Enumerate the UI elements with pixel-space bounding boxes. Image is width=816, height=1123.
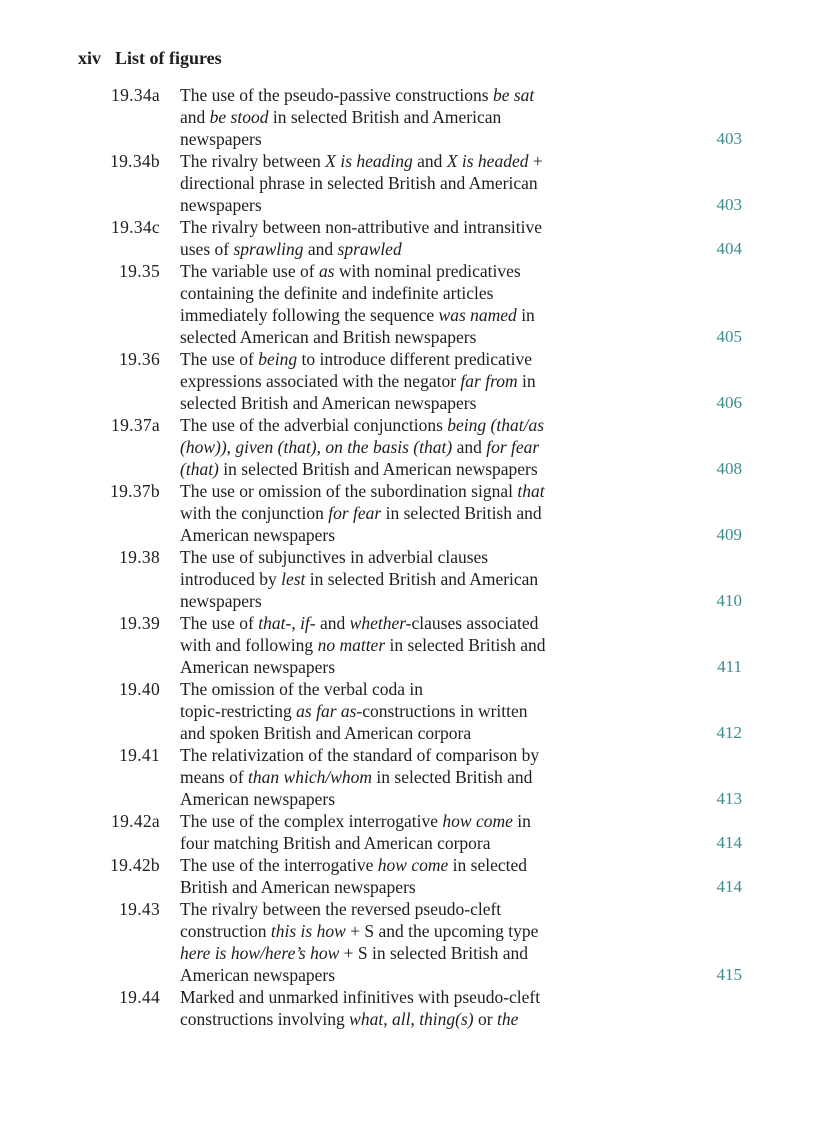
caption-text: in selected British and <box>372 767 533 787</box>
figure-caption <box>180 612 650 678</box>
caption-text: The use of <box>180 613 259 633</box>
caption-text: in selected British and American newspapers <box>218 459 538 479</box>
figure-number: 19.37b <box>110 481 160 501</box>
caption-line <box>180 656 650 678</box>
caption-line <box>180 568 650 590</box>
figure-caption <box>180 348 650 414</box>
caption-text: in <box>516 305 535 325</box>
caption-text: The rivalry between the reversed pseudo-cleft <box>180 899 502 919</box>
caption-text: in selected <box>448 855 527 875</box>
caption-italic-term: thing(s) <box>419 1009 474 1029</box>
caption-text: The use of the adverbial conjunctions <box>180 415 448 435</box>
figure-page-reference[interactable]: 410 <box>716 591 742 610</box>
caption-text: and <box>303 239 338 259</box>
figure-number: 19.38 <box>119 547 160 567</box>
caption-text: , <box>410 1009 420 1029</box>
figure-number: 19.36 <box>119 349 160 369</box>
caption-italic-term: that- <box>258 613 292 633</box>
figure-list <box>0 84 816 1030</box>
caption-line <box>180 964 650 986</box>
caption-line <box>180 942 650 964</box>
caption-text: The rivalry between non-attributive and intransitive <box>180 217 543 237</box>
figure-entry[interactable] <box>0 678 816 744</box>
caption-line <box>180 128 650 150</box>
caption-text: in selected British and <box>381 503 542 523</box>
caption-text: introduced by <box>180 569 282 589</box>
caption-italic-term: whether- <box>349 613 412 633</box>
figure-entry[interactable] <box>0 546 816 612</box>
figure-page-reference[interactable]: 415 <box>716 965 742 984</box>
caption-line <box>180 986 650 1008</box>
figure-page-reference[interactable]: 406 <box>716 393 742 412</box>
caption-line <box>180 590 650 612</box>
caption-text: in selected British and <box>385 635 546 655</box>
caption-text: The relativization of the standard of comparison by <box>180 745 540 765</box>
caption-text: , <box>226 437 236 457</box>
caption-line <box>180 876 650 898</box>
figure-page-reference[interactable]: 403 <box>716 195 742 214</box>
caption-line <box>180 436 650 458</box>
caption-italic-term: how come <box>442 811 513 831</box>
caption-italic-term: how come <box>377 855 449 875</box>
caption-italic-term: for fear <box>328 503 382 523</box>
figure-page-reference[interactable]: 405 <box>716 327 742 346</box>
caption-line <box>180 106 650 128</box>
caption-text: + <box>528 151 543 171</box>
figure-entry[interactable] <box>0 810 816 854</box>
caption-text: topic-restricting <box>180 701 297 721</box>
figure-caption <box>180 216 650 260</box>
caption-line <box>180 260 650 282</box>
caption-text: selected British and American newspapers <box>180 393 477 413</box>
caption-text: + S and the upcoming type <box>345 921 539 941</box>
figure-page-reference[interactable]: 409 <box>716 525 742 544</box>
caption-text: in selected British and American <box>268 107 502 127</box>
caption-text: The use of <box>180 349 259 369</box>
caption-text: means of <box>180 767 249 787</box>
caption-italic-term: if- <box>300 613 316 633</box>
caption-text: or <box>473 1009 497 1029</box>
caption-text: expressions associated with the negator <box>180 371 461 391</box>
caption-italic-term: being <box>258 349 298 369</box>
figure-number: 19.35 <box>119 261 160 281</box>
caption-text: , <box>383 1009 392 1029</box>
caption-text: in selected British and American <box>305 569 539 589</box>
caption-line <box>180 458 650 480</box>
caption-text: + S in selected British and <box>339 943 529 963</box>
figure-number: 19.39 <box>119 613 160 633</box>
figure-caption <box>180 150 650 216</box>
figure-page-reference[interactable]: 411 <box>717 657 742 676</box>
caption-text: uses of <box>180 239 234 259</box>
running-header <box>78 47 222 69</box>
caption-line <box>180 766 650 788</box>
figure-entry[interactable] <box>0 348 816 414</box>
caption-text: and spoken British and American corpora <box>180 723 472 743</box>
caption-italic-term: X is heading <box>325 151 413 171</box>
caption-italic-term: far from <box>460 371 518 391</box>
caption-italic-term: given (that) <box>235 437 317 457</box>
caption-line <box>180 414 650 436</box>
caption-text: American newspapers <box>180 789 336 809</box>
caption-line <box>180 370 650 392</box>
caption-italic-term: than which/whom <box>248 767 373 787</box>
caption-italic-term: for fear <box>486 437 540 457</box>
figure-entry[interactable] <box>0 898 816 986</box>
caption-text: American newspapers <box>180 965 336 985</box>
caption-line <box>180 920 650 942</box>
figure-page-reference[interactable]: 412 <box>716 723 742 742</box>
figure-number: 19.41 <box>119 745 160 765</box>
caption-line <box>180 326 650 348</box>
caption-text: containing the definite and indefinite articles <box>180 283 494 303</box>
caption-text: and <box>315 613 350 633</box>
caption-text: constructions involving <box>180 1009 350 1029</box>
figure-number: 19.34b <box>110 151 160 171</box>
caption-italic-term: all <box>391 1009 411 1029</box>
caption-text: four matching British and American corpora <box>180 833 491 853</box>
figure-entry[interactable] <box>0 612 816 678</box>
caption-line <box>180 194 650 216</box>
caption-italic-term: that <box>517 481 545 501</box>
caption-line <box>180 700 650 722</box>
figure-page-reference[interactable]: 404 <box>716 239 742 258</box>
caption-text: , <box>291 613 301 633</box>
caption-line <box>180 810 650 832</box>
figure-number: 19.42a <box>111 811 160 831</box>
figure-page-reference[interactable]: 414 <box>716 877 742 896</box>
figure-caption <box>180 986 650 1030</box>
caption-italic-term: was named <box>438 305 517 325</box>
figure-caption <box>180 898 650 986</box>
caption-italic-term: as far as <box>296 701 357 721</box>
figure-caption <box>180 810 650 854</box>
figure-caption <box>180 744 650 810</box>
figure-entry[interactable] <box>0 986 816 1030</box>
figure-number: 19.42b <box>110 855 160 875</box>
caption-italic-term: on the basis (that) <box>325 437 453 457</box>
caption-text: newspapers <box>180 129 262 149</box>
figure-page-reference[interactable]: 414 <box>716 833 742 852</box>
figure-caption <box>180 854 650 898</box>
caption-text: selected American and British newspapers <box>180 327 477 347</box>
caption-italic-term: being (that/as <box>447 415 545 435</box>
caption-text: newspapers <box>180 195 262 215</box>
figure-caption <box>180 84 650 150</box>
caption-text: American newspapers <box>180 525 336 545</box>
caption-text: in <box>512 811 531 831</box>
caption-text: The omission of the verbal coda in <box>180 679 423 699</box>
caption-italic-term: X is headed <box>446 151 529 171</box>
caption-text: in <box>517 371 536 391</box>
caption-line <box>180 238 650 260</box>
caption-italic-term: sprawling <box>233 239 304 259</box>
figure-caption <box>180 480 650 546</box>
figure-entry[interactable] <box>0 84 816 150</box>
caption-line <box>180 392 650 414</box>
caption-text: Marked and unmarked infinitives with pseudo-cleft <box>180 987 541 1007</box>
caption-line <box>180 678 650 700</box>
figure-number: 19.34a <box>111 85 160 105</box>
figure-page-reference[interactable]: 413 <box>716 789 742 808</box>
caption-line <box>180 546 650 568</box>
figure-number: 19.43 <box>119 899 160 919</box>
figure-caption <box>180 260 650 348</box>
caption-line <box>180 744 650 766</box>
caption-text: and <box>452 437 487 457</box>
figure-entry[interactable] <box>0 480 816 546</box>
caption-line <box>180 722 650 744</box>
caption-text: American newspapers <box>180 657 336 677</box>
figure-number: 19.34c <box>111 217 160 237</box>
caption-line <box>180 788 650 810</box>
figure-entry[interactable] <box>0 854 816 898</box>
caption-text: The use of subjunctives in adverbial clauses <box>180 547 489 567</box>
caption-text: with the conjunction <box>180 503 329 523</box>
caption-text: with and following <box>180 635 318 655</box>
caption-italic-term: (how)) <box>180 437 227 457</box>
caption-italic-term: be stood <box>209 107 269 127</box>
figure-page-reference[interactable]: 403 <box>716 129 742 148</box>
caption-text: -constructions in written <box>356 701 528 721</box>
caption-text: The use of the interrogative <box>180 855 378 875</box>
figure-entry[interactable] <box>0 744 816 810</box>
figure-caption <box>180 546 650 612</box>
caption-text: immediately following the sequence <box>180 305 439 325</box>
caption-line <box>180 898 650 920</box>
caption-text: British and American newspapers <box>180 877 416 897</box>
caption-text: The use or omission of the subordination signal <box>180 481 518 501</box>
caption-line <box>180 172 650 194</box>
figure-number: 19.40 <box>119 679 160 699</box>
running-header-title: List of figures <box>115 48 222 68</box>
folio-page-number: xiv <box>78 48 102 68</box>
caption-italic-term: be sat <box>492 85 535 105</box>
caption-italic-term: lest <box>281 569 306 589</box>
caption-text: The variable use of <box>180 261 319 281</box>
caption-italic-term: this is how <box>270 921 346 941</box>
figure-entry[interactable] <box>0 216 816 260</box>
caption-line <box>180 84 650 106</box>
caption-text: and <box>412 151 447 171</box>
caption-text: The use of the pseudo-passive constructions <box>180 85 493 105</box>
caption-text: newspapers <box>180 591 262 611</box>
caption-text: construction <box>180 921 271 941</box>
figure-page-reference[interactable]: 408 <box>716 459 742 478</box>
caption-text: The rivalry between <box>180 151 326 171</box>
caption-line <box>180 502 650 524</box>
figure-entry[interactable] <box>0 260 816 348</box>
caption-italic-term: what <box>349 1009 384 1029</box>
caption-line <box>180 216 650 238</box>
caption-line <box>180 1008 650 1030</box>
caption-line <box>180 832 650 854</box>
figure-entry[interactable] <box>0 150 816 216</box>
caption-line <box>180 480 650 502</box>
caption-text: with nominal predicatives <box>334 261 521 281</box>
figure-caption <box>180 414 650 480</box>
caption-text: to introduce different predicative <box>297 349 532 369</box>
caption-line <box>180 634 650 656</box>
caption-line <box>180 348 650 370</box>
caption-line <box>180 150 650 172</box>
caption-text: clauses associated <box>411 613 539 633</box>
caption-line <box>180 854 650 876</box>
figure-number: 19.44 <box>119 987 160 1007</box>
caption-line <box>180 282 650 304</box>
figure-number: 19.37a <box>111 415 160 435</box>
figure-caption <box>180 678 650 744</box>
caption-line <box>180 524 650 546</box>
caption-italic-term: sprawled <box>337 239 402 259</box>
caption-text: directional phrase in selected British and American <box>180 173 538 193</box>
caption-italic-term: here is how/here’s how <box>180 943 340 963</box>
caption-text: , <box>316 437 326 457</box>
caption-line <box>180 304 650 326</box>
caption-line <box>180 612 650 634</box>
caption-text: and <box>180 107 210 127</box>
caption-italic-term: (that) <box>180 459 219 479</box>
caption-italic-term: no matter <box>317 635 386 655</box>
caption-text: The use of the complex interrogative <box>180 811 443 831</box>
caption-italic-term: as <box>318 261 335 281</box>
caption-italic-term: the <box>496 1009 519 1029</box>
figure-entry[interactable] <box>0 414 816 480</box>
